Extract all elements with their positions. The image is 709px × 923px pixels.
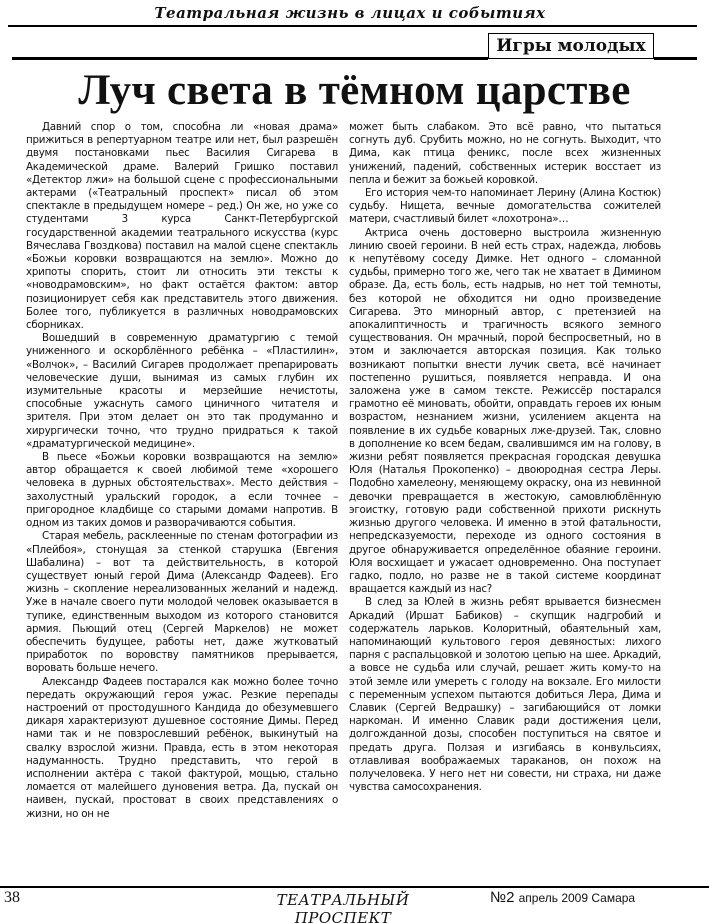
paragraph: Вошедший в современную драматургию с темой униженного и оскорблённого ребёнка – «Пластилин», «Волчок», – Василий Сигарев продолжает препарировать человеческие души, вынимая из самых глубин их изумительные красоты и мерзейшие нечистоты, способные ужаснуть самого циничного читателя и зрителя. При этом делает он это так продуманно и хирургически точно, что трудно придраться к такой «драматургической медицине». [26,332,338,450]
section-divider-left [12,57,488,60]
header-tagline: Театральная жизнь в лицах и событиях [154,4,546,22]
page-number: 38 [4,889,20,906]
paragraph: В след за Юлей в жизнь ребят врывается бизнесмен Аркадий (Иршат Бабиков) – скупщик надгробий и содержатель ларьков. Колоритный, обаятельный хам, напоминающий культового героя девяностых: лихого парня с распальцовкой и золотою цепью на шее. Аркадий, а вовсе не судьба или случай, решает жить кому-то на этой земле или умереть с голоду на вокзале. Его милости с переменным успехом пытаются добиться Лера, Дима и Славик (Сергей Ведрашку) – загибающийся от ломки наркоман. И именно Славик ради достижения цели, долгожданной дозы, способен поступиться на святое и предать друга. Ползая и изгибаясь в конвульсиях, отлавливая воображаемых тараканов, он похож на получеловека. У него нет ни совести, ни страха, ни даже чувства самосохранения. [349,596,661,794]
paragraph: может быть слабаком. Это всё равно, что пытаться согнуть дуб. Срубить можно, но не согнуть. Выходит, что Дима, как птица феникс, после всех жизненных унижений, падений, собственных истерик восстает из пепла и бежит за божьей коровкой. [349,121,661,186]
paragraph: Его история чем-то напоминает Лерину (Алина Костюк) судьбу. Нищета, вечные домогательства сожителей матери, счастливый билет «лохотрона»… [349,187,661,226]
paragraph: Давний спор о том, способна ли «новая драма» прижиться в репертуарном театре или нет, был разрешён двумя постановками пьес Василия Сигарева в Академической драме. Валерий Гришко поставил «Детектор лжи» на большой сцене с профессиональными актерами («Театральный проспект» писал об этом спектакле в предыдущем номере – ред.) Он же, но уже со студентами 3 курса Санкт-Петербургской государственной академии театрального искусства (курс Вячеслава Гвоздкова) поставил на малой сцене спектакль «Божьи коровки возвращаются на землю». Можно до хрипоты спорить, стоит ли относить эти тексты к «новодрамовским», но факт остаётся фактом: автор позиционирует себя как представитель этого движения. Более того, публикуется в различных новодрамовских сборниках. [26,121,338,332]
issue-info [490,889,635,906]
footer-divider [0,886,709,888]
issue-date: апрель 2009 Самара [518,891,636,905]
article-column-left [26,121,338,881]
paragraph: Актриса очень достоверно выстроила жизненную линию своей героини. В ней есть страх, надежда, любовь к непутёвому соседу Димке. Нет одного – сломанной судьбы, примерно того же, чего так не хватает в Димином образе. Да, есть боль, есть надрыв, но нет той темноты, без которой не обходится ни одно произведение Сигарева. Это минорный автор, с претензией на апокалиптичность и трагичность всякого земного существования. Он мрачный, порой беспросветный, но в этом и заключается авторская позиция. Как только возникают попытки внести лучик света, всё начинает постепенно рушиться, появляется неправда. И она заложена уже в самом тексте. Режиссёр постарался грамотно её миновать, обойти, оправдать героев их юным возрастом, незнанием жизни, усилением акцента на появление в их судьбе коварных лже-друзей. Так, словно в дополнение ко всем бедам, свалившимся им на голову, в жизни ребят появляется прекрасная городская девушка Юля (Наталья Прокопенко) – двоюродная сестра Леры. Подобно хамелеону, меняющему окраску, она из невинной девочки превращается в жестокую, самовлюблённую эгоистку, готовую ради собственной прихоти рискнуть жизнью другого человека. И именно в этой фатальности, непредсказуемости, переходе из одного состояния в другое обнаруживается определённое обаяние героини. Юля восхищает и ужасает одновременно. Она поступает гадко, подло, но разве не в такой системе координат вращается каждый из нас? [349,226,661,596]
header-divider [8,25,697,27]
section-label: Игры молодых [488,33,654,59]
issue-number: №2 [490,889,515,906]
section-divider-right [654,57,697,60]
paragraph: Старая мебель, расклеенные по стенам фотографии из «Плейбоя», стонущая за стенкой старушка (Евгения Шабалина) – вот та действительность, в которой существует юный герой Дима (Александр Фадеев). Его жизнь – скопление нереализованных желаний и надежд. Уже в начале своего пути молодой человек оказывается в тупике, единственным выходом из которого становится армия. Пьющий отец (Сергей Маркелов) не может обеспечить будущее, работы нет, даже жутковатый приработок по воровству памятников прерывается, воровать больше нечего. [26,530,338,675]
paragraph: Александр Фадеев постарался как можно более точно передать окружающий героя ужас. Резкие перепады настроений от простодушного Кандида до обезумевшего дикаря характеризуют душевное состояние Димы. Перед нами так и не повзрослевший ребёнок, выкинутый на свалку взрослой жизни. Правда, есть в этом некоторая надуманность. Трудно представить, что герой в исполнении актёра с такой фактурой, мощью, стально ломается от малейшего дуновения ветра. Да, пускай он наивен, пускай, простоват в своих представлениях о жизни, но он не [26,675,338,820]
paragraph: В пьесе «Божьи коровки возвращаются на землю» автор обращается к своей любимой теме «хорошего человека в дурных обстоятельствах». Место действия – захолустный уральский городок, а если точнее – пригородное кладбище со старыми домами напротив. В одном из таких домов и разворачиваются события. [26,451,338,530]
magazine-logo: ТЕАТРАЛЬНЫЙ ПРОСПЕКТ [276,891,410,923]
article-title: Луч света в тёмном царстве [78,67,631,114]
article-column-right [349,121,661,881]
